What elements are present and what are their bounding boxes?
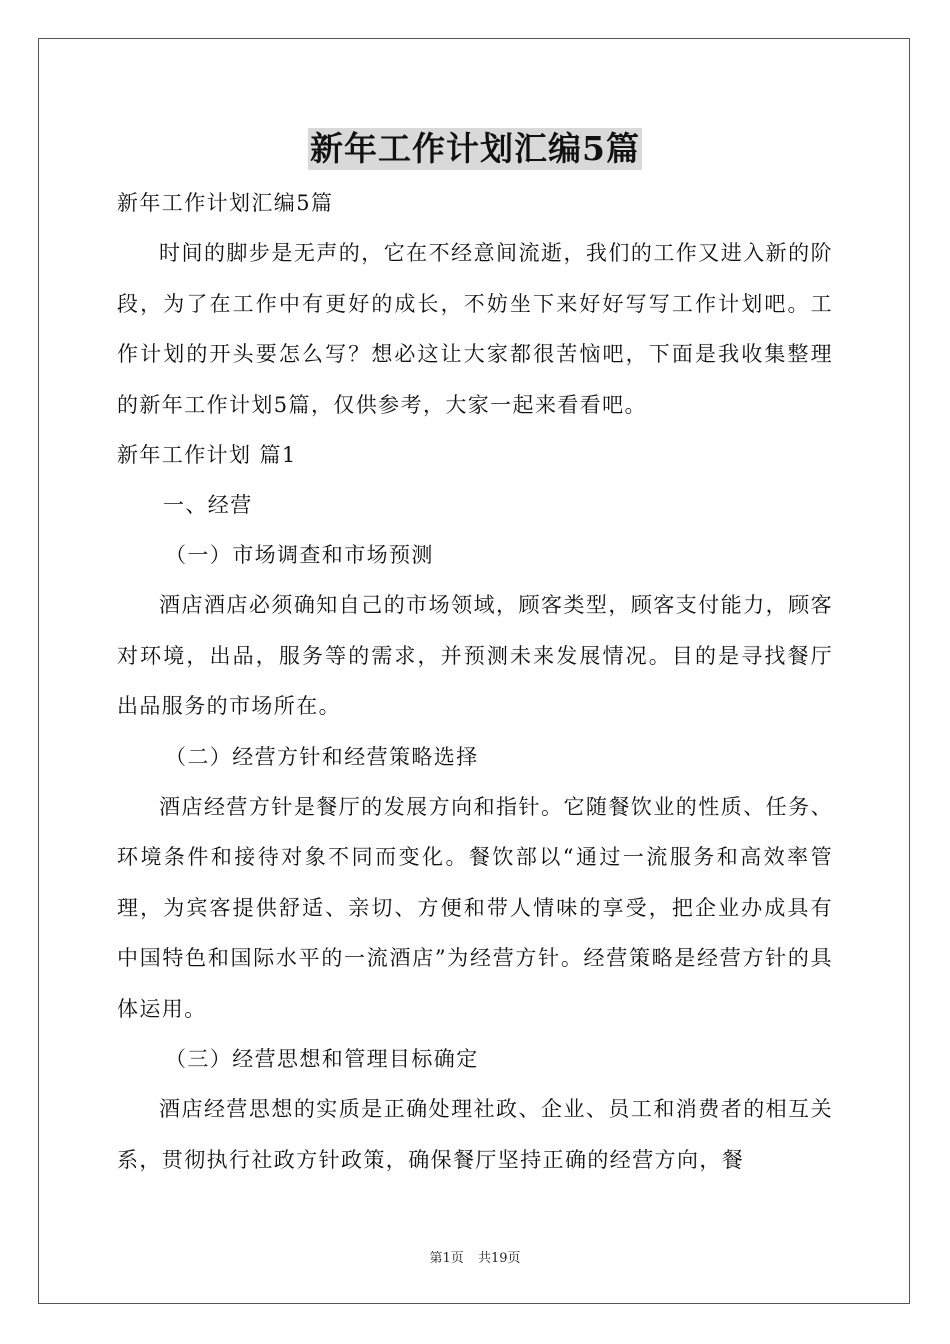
page-footer — [0, 1247, 950, 1266]
subheading-business-policy: （二）经营方针和经营策略选择 — [165, 744, 479, 769]
heading-jingying: 一、经营 — [163, 493, 253, 517]
title-area — [0, 128, 950, 170]
subheading-business-philosophy: （三）经营思想和管理目标确定 — [165, 1047, 479, 1071]
paragraph-business-philosophy: 酒店经营思想的实质是正确处理社政、企业、员工和消费者的相互关系，贯彻执行社政方针政策，确保餐厅坚持正确的经营方向，餐 — [117, 1097, 833, 1172]
document-title: 新年工作计划汇编5篇 — [310, 129, 640, 168]
paragraph-business-policy: 酒店经营方针是餐厅的发展方向和指针。它随餐饮业的性质、任务、环境条件和接待对象不同而变化。餐饮部以“通过一流服务和高效率管理，为宾客提供舒适、亲切、方便和带人情味的享受，把企业办成具有中国特色和国际水平的一流酒店”为经营方针。经营策略是经营方针的具体运用。 — [117, 794, 833, 1021]
page-number-total: 共19页 — [477, 1251, 521, 1266]
document-body — [117, 178, 833, 1185]
page-number-current: 第1页 — [429, 1251, 464, 1266]
subheading-market-research: （一）市场调查和市场预测 — [165, 543, 434, 567]
section-heading: 新年工作计划 篇1 — [117, 443, 297, 467]
paragraph-market-research: 酒店酒店必须确知自己的市场领域，顾客类型，顾客支付能力，顾客对环境，出品，服务等的需求，并预测未来发展情况。目的是寻找餐厅出品服务的市场所在。 — [117, 593, 833, 718]
document-subtitle: 新年工作计划汇编5篇 — [117, 191, 334, 215]
intro-paragraph: 时间的脚步是无声的，它在不经意间流逝，我们的工作又进入新的阶段，为了在工作中有更好的成长，不妨坐下来好好写写工作计划吧。工作计划的开头要怎么写？想必这让大家都很苦恼吧，下面是我收集整理的新年工作计划5篇，仅供参考，大家一起来看看吧。 — [117, 241, 833, 417]
